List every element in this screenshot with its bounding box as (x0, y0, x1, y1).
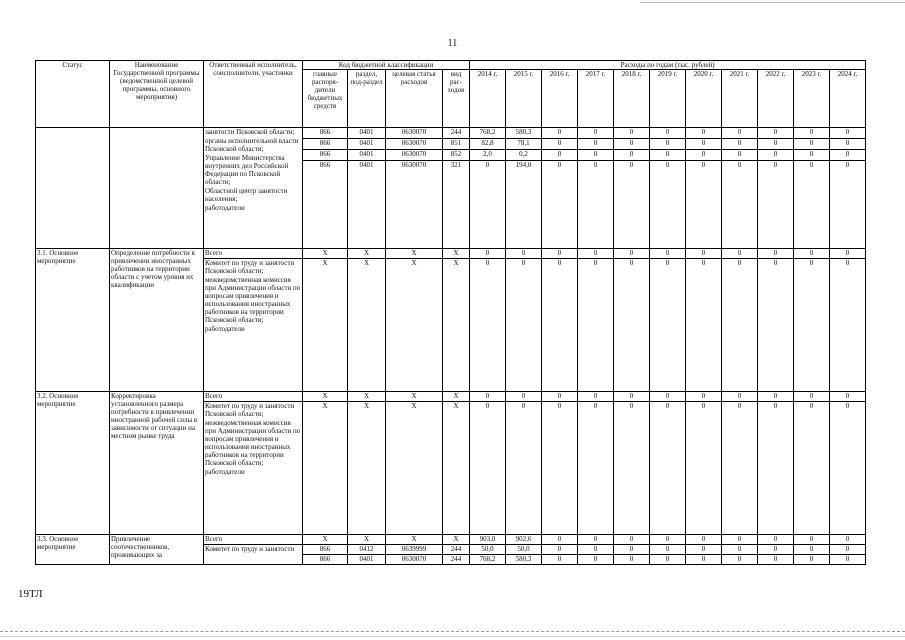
cell: 0 (578, 402, 614, 535)
cell: X (303, 259, 348, 392)
cell: 0 (794, 535, 830, 545)
scan-edge-bottom (0, 631, 905, 632)
cell: 0 (830, 402, 866, 535)
cell: 0 (830, 139, 866, 150)
col-grbs: главные распоря-дители бюджетных средств (303, 70, 348, 128)
cell: 2,0 (470, 150, 506, 161)
cell: X (348, 402, 386, 535)
cell: 0 (686, 392, 722, 402)
cell: 0 (614, 150, 650, 161)
cell: 0 (830, 150, 866, 161)
cell: 0 (794, 555, 830, 565)
cell: 0 (794, 259, 830, 392)
status-cell: 3.2. Основное мероприятие (36, 392, 110, 535)
cell: 0 (830, 128, 866, 139)
cell: 0 (830, 555, 866, 565)
table-row (36, 535, 866, 545)
col-year: 2017 г. (578, 70, 614, 128)
cell: 0 (758, 402, 794, 535)
cell: 0 (686, 161, 722, 249)
cell: 0 (578, 139, 614, 150)
col-expense-type: вид рас-ходов (443, 70, 470, 128)
cell: 0401 (348, 150, 386, 161)
cell: 580,3 (506, 128, 542, 139)
col-executor: Ответственный исполнитель, соисполнители, участники (204, 61, 303, 128)
cell: X (386, 259, 443, 392)
cell: 0630070 (386, 150, 443, 161)
cell: X (303, 249, 348, 259)
cell: 0 (686, 150, 722, 161)
cell: X (348, 392, 386, 402)
cell: 0 (506, 249, 542, 259)
executor-line: Областной центр занятости населения; (205, 187, 288, 203)
cell: 0 (470, 249, 506, 259)
cell: 0 (794, 392, 830, 402)
executor-line: органы исполнительной власти Псковской области; (205, 137, 299, 153)
cell: 0 (722, 128, 758, 139)
cell: 0 (722, 535, 758, 545)
cell: 0 (686, 535, 722, 545)
cell: 0 (830, 535, 866, 545)
cell: 0 (578, 545, 614, 555)
cell: 0 (542, 402, 578, 535)
cell: 0 (470, 259, 506, 392)
executor-line: Комитет по труду и занятости Псковской области; (205, 402, 295, 418)
cell: 0630070 (386, 555, 443, 565)
total-label: Всего (204, 535, 303, 545)
cell: X (443, 392, 470, 402)
cell: 0 (650, 161, 686, 249)
cell: 851 (443, 139, 470, 150)
cell: 0 (794, 150, 830, 161)
executor-cell: Комитет по труду и занятости (204, 545, 303, 565)
cell: 0 (686, 128, 722, 139)
executor-line: работодатели (205, 204, 245, 212)
cell: 0 (686, 249, 722, 259)
program-name-cell: Корректировка установленного размера потребности в привлечении иностранной рабочей силы в зависимости от ситуации на местном рынке труда (110, 392, 204, 535)
table-row (36, 249, 866, 259)
cell: X (348, 259, 386, 392)
cell: 82,8 (470, 139, 506, 150)
cell: 0 (758, 259, 794, 392)
cell: 902,6 (506, 535, 542, 545)
executor-line: межведомственная комиссия при Администрации области по вопросам привлечения и использования иностранных работников на территории Псковской области; (205, 419, 301, 467)
cell: 903,0 (470, 535, 506, 545)
cell: 866 (303, 555, 348, 565)
cell: 0 (722, 402, 758, 535)
cell: 0 (722, 259, 758, 392)
cell: 0 (830, 259, 866, 392)
col-year: 2015 г. (506, 70, 542, 128)
cell: 0 (614, 249, 650, 259)
cell: 0 (578, 392, 614, 402)
cell: 0 (614, 139, 650, 150)
cell: 0 (758, 161, 794, 249)
col-section: раздел, под-раздел (348, 70, 386, 128)
cell: 866 (303, 139, 348, 150)
cell: 0 (542, 535, 578, 545)
cell: 0 (614, 535, 650, 545)
cell: 0630070 (386, 139, 443, 150)
cell: 0 (578, 535, 614, 545)
cell: 0401 (348, 161, 386, 249)
cell: 0 (794, 249, 830, 259)
cell: 0 (650, 555, 686, 565)
cell: 580,3 (506, 555, 542, 565)
cell: 78,1 (506, 139, 542, 150)
table-row (36, 128, 866, 139)
cell: 0630070 (386, 128, 443, 139)
cell: 0 (722, 161, 758, 249)
cell: 0639999 (386, 545, 443, 555)
cell: 0 (650, 545, 686, 555)
cell: 866 (303, 161, 348, 249)
cell: 0 (722, 392, 758, 402)
program-name-cell (110, 128, 204, 249)
scan-edge-bottom-2 (0, 636, 905, 637)
cell: 0 (758, 128, 794, 139)
cell: 0 (650, 392, 686, 402)
cell: 0 (578, 249, 614, 259)
col-year: 2016 г. (542, 70, 578, 128)
cell: 0 (542, 249, 578, 259)
program-name-cell: Определение потребности в привлечении иностранных работников на территории области с учетом уровня их квалификации (110, 249, 204, 392)
col-year: 2014 г. (470, 70, 506, 128)
cell: 0 (686, 545, 722, 555)
cell: 0401 (348, 555, 386, 565)
cell: 0 (758, 139, 794, 150)
executor-line: занятости Псковской области; (205, 128, 295, 136)
page-number: 11 (447, 38, 458, 49)
cell: 194,0 (506, 161, 542, 249)
cell: 0 (650, 402, 686, 535)
cell: X (386, 535, 443, 545)
cell: 0 (650, 128, 686, 139)
cell: 0 (758, 535, 794, 545)
cell: 0 (578, 161, 614, 249)
cell: 0 (650, 535, 686, 545)
footer-code: 19ТЛ (18, 588, 43, 600)
cell: 0 (794, 161, 830, 249)
cell: 0 (794, 545, 830, 555)
cell: 0 (758, 392, 794, 402)
cell: X (443, 259, 470, 392)
cell: 0412 (348, 545, 386, 555)
col-year: 2019 г. (650, 70, 686, 128)
cell: 0401 (348, 139, 386, 150)
program-name-cell: Привлечение соотечественников, проживающих за (110, 535, 204, 565)
cell: 0 (722, 545, 758, 555)
cell: 0630070 (386, 161, 443, 249)
executor-cell (204, 128, 303, 249)
col-year: 2018 г. (614, 70, 650, 128)
executor-line: Управление Министерства внутренних дел Российской Федерации по Псковской области; (205, 154, 289, 186)
total-label: Всего (204, 392, 303, 402)
executor-cell (204, 402, 303, 535)
cell: 0 (722, 150, 758, 161)
cell: 0 (578, 259, 614, 392)
cell: 0 (542, 259, 578, 392)
cell: 0 (686, 259, 722, 392)
cell: 0 (542, 139, 578, 150)
col-year: 2020 г. (686, 70, 722, 128)
col-expenses-group: Расходы по годам (тыс. рублей) (470, 61, 866, 70)
scan-edge-top (640, 2, 905, 3)
cell: 852 (443, 150, 470, 161)
table-row (36, 392, 866, 402)
cell: X (303, 402, 348, 535)
cell: X (443, 535, 470, 545)
col-target-article: целевая статья расходов (386, 70, 443, 128)
cell: 0 (686, 402, 722, 535)
cell: 0 (542, 545, 578, 555)
cell: 0,2 (506, 150, 542, 161)
cell: 0 (722, 555, 758, 565)
cell: 0 (794, 402, 830, 535)
cell: 866 (303, 128, 348, 139)
cell: 866 (303, 150, 348, 161)
cell: X (443, 249, 470, 259)
cell: 768,2 (470, 555, 506, 565)
cell: 0 (650, 249, 686, 259)
executor-line: межведомственная комиссия при Администрации области по вопросам привлечения и использования иностранных работников на территории Псковской области; (205, 276, 301, 324)
cell: 0 (830, 545, 866, 555)
cell: 0 (794, 128, 830, 139)
cell: 0 (794, 139, 830, 150)
cell: 0 (614, 545, 650, 555)
executor-line: работодатели (205, 468, 245, 476)
cell: X (386, 402, 443, 535)
cell: 0 (614, 392, 650, 402)
cell: 768,2 (470, 128, 506, 139)
cell: 0 (614, 402, 650, 535)
col-year: 2022 г. (758, 70, 794, 128)
cell: 50,0 (506, 545, 542, 555)
cell: 0 (578, 150, 614, 161)
cell: 0 (686, 139, 722, 150)
total-label: Всего (204, 249, 303, 259)
cell: 0 (470, 402, 506, 535)
cell: 0 (758, 555, 794, 565)
cell: 0 (758, 545, 794, 555)
cell: X (348, 535, 386, 545)
status-cell (36, 128, 110, 249)
cell: X (443, 402, 470, 535)
cell: 0 (506, 392, 542, 402)
cell: X (303, 392, 348, 402)
cell: 0 (614, 555, 650, 565)
col-year: 2021 г. (722, 70, 758, 128)
cell: 0 (830, 392, 866, 402)
cell: 0 (614, 161, 650, 249)
cell: 0 (758, 249, 794, 259)
cell: 0 (470, 161, 506, 249)
expenses-table (35, 60, 866, 565)
executor-line: Комитет по труду и занятости Псковской области; (205, 259, 295, 275)
cell: 0 (686, 555, 722, 565)
cell: 244 (443, 545, 470, 555)
cell: 0 (830, 161, 866, 249)
cell: 0401 (348, 128, 386, 139)
col-budget-code-group: Код бюджетной классификации (303, 61, 470, 70)
cell: 50,0 (470, 545, 506, 555)
cell: 0 (542, 555, 578, 565)
cell: 0 (650, 139, 686, 150)
cell: 0 (722, 249, 758, 259)
cell: 244 (443, 555, 470, 565)
cell: 0 (722, 139, 758, 150)
executor-line: работодатели (205, 325, 245, 333)
cell: 0 (506, 402, 542, 535)
cell: 0 (578, 128, 614, 139)
cell: X (386, 392, 443, 402)
cell: 0 (614, 259, 650, 392)
cell: 0 (650, 150, 686, 161)
cell: 0 (650, 259, 686, 392)
cell: 0 (830, 249, 866, 259)
cell: 244 (443, 128, 470, 139)
cell: 321 (443, 161, 470, 249)
cell: 0 (542, 392, 578, 402)
cell: 0 (542, 128, 578, 139)
cell: 866 (303, 545, 348, 555)
cell: X (386, 249, 443, 259)
cell: 0 (542, 150, 578, 161)
cell: 0 (542, 161, 578, 249)
cell: 0 (614, 128, 650, 139)
col-status: Статус (36, 61, 110, 128)
cell: 0 (470, 392, 506, 402)
col-year: 2024 г. (830, 70, 866, 128)
col-year: 2023 г. (794, 70, 830, 128)
cell: 0 (506, 259, 542, 392)
status-cell: 3.1. Основное мероприятие (36, 249, 110, 392)
cell: 0 (578, 555, 614, 565)
cell: 0 (758, 150, 794, 161)
cell: X (348, 249, 386, 259)
cell: X (303, 535, 348, 545)
status-cell: 3.3. Основное мероприятие (36, 535, 110, 565)
executor-cell (204, 259, 303, 392)
col-program-name: Наименование Государственной программы (ведомственной целевой программы, основного мероприятия) (110, 61, 204, 128)
